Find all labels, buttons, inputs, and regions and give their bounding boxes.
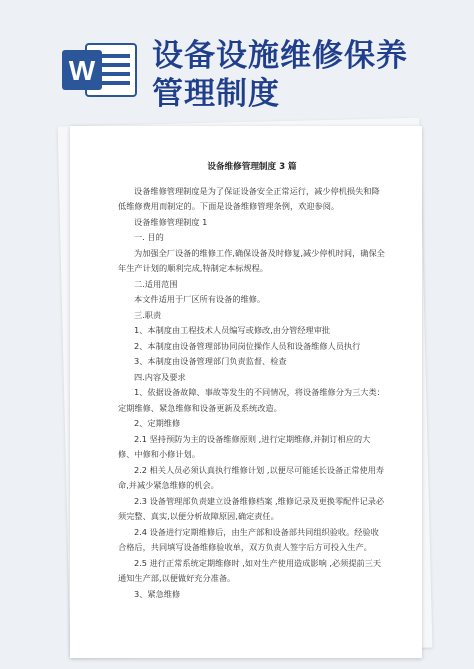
word-icon-letter: W <box>68 55 96 86</box>
banner <box>0 0 474 118</box>
word-document-icon <box>60 38 138 102</box>
purpose-text: 为加强全厂设备的维修工作,确保设备及时修复,减少停机时间，确保全年生产计划的顺利完成,特制定本标规程。 <box>118 247 385 273</box>
content-item: 2.1 坚持预防为主的设备维修原则 ,进行定期维修,并制订相应的大修、中修和小修计划。 <box>118 433 371 459</box>
duty-item: 3、本制度由设备管理部门负责监督、检查 <box>134 356 287 366</box>
content-item: 2.2 相关人员必须认真执行维修计划 ,以便尽可能延长设备正常使用寿命,并减少紧急维修的机会。 <box>118 464 385 490</box>
document-title: 设备维修管理制度 3 篇 <box>207 162 297 172</box>
scope-text: 本文件适用于厂区所有设备的维修。 <box>134 294 266 304</box>
heading-scope: 二.适用范围 <box>134 278 178 289</box>
intro-paragraph: 设备维修管理制度是为了保证设备安全正常运行，减少停机损失和降低维修费用而制定的。下面是设备维修管理条例，欢迎参阅。 <box>118 185 380 211</box>
banner-title-line2: 管理制度 <box>152 76 280 112</box>
content-item: 2.3 设备管理部负责建立设备维修档案 ,维修记录及更换零配件记录必须完整、真实,以便分析故障原因,确定责任。 <box>118 495 385 521</box>
content-item: 2.5 进行正常系统定期维修时 ,如对生产使用造成影响 ,必须提前三天通知生产部,以便做好充分准备。 <box>118 557 382 583</box>
heading-purpose: 一. 目的 <box>134 232 164 242</box>
subheading-regular-maintenance: 2、定期维修 <box>134 418 181 428</box>
duty-item: 2、本制度由设备管理部协同岗位操作人员和设备维修人员执行 <box>134 340 361 351</box>
document-page <box>70 126 422 658</box>
heading-duties: 三.职责 <box>134 309 162 320</box>
heading-content: 四.内容及要求 <box>134 371 186 382</box>
section-heading: 设备维修管理制度 1 <box>134 216 208 227</box>
duty-item: 1、本制度由工程技术人员编写或修改,由分管经理审批 <box>134 325 331 335</box>
subheading-emergency-maintenance: 3、紧急维修 <box>134 588 181 599</box>
content-item: 1、依据设备故障、事故等发生的不同情况，将设备维修分为三大类：定期维修、紧急维修和设备更新及系统改造。 <box>118 387 385 413</box>
content-item: 2.4 设备进行定期维修后，由生产部和设备部共同组织验收。经验收合格后，共同填写设备维修验收单，双方负责人签字后方可投入生产。 <box>118 526 379 552</box>
banner-title-line1: 设备设施维修保养 <box>152 38 408 74</box>
document-body <box>118 160 386 602</box>
